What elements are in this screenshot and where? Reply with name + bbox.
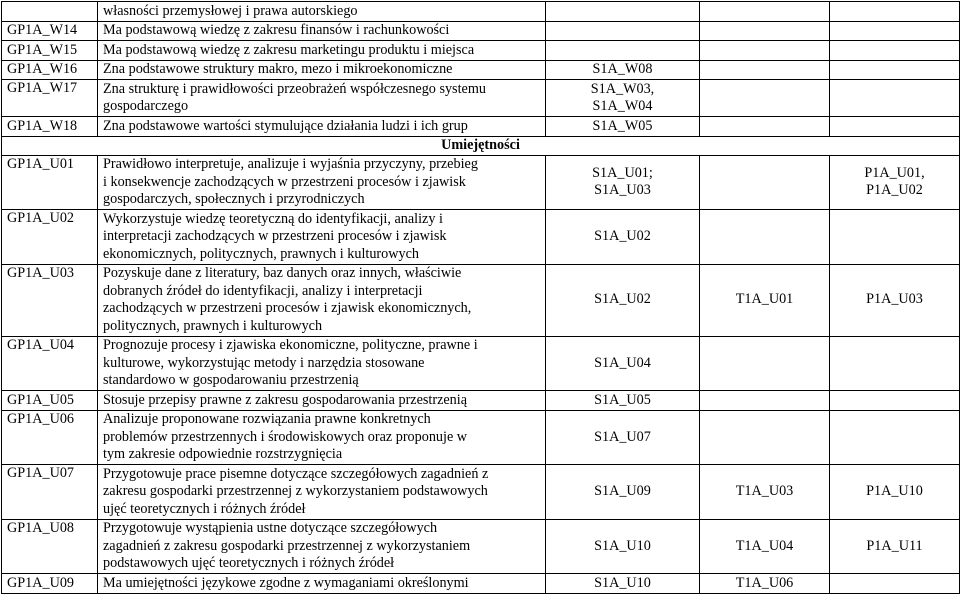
- section-header-row: [2, 136, 960, 155]
- outcome-code: GP1A_U04: [2, 336, 98, 391]
- outcome-description-line: interpretacji zachodzących w przestrzeni procesów i zjawisk: [103, 228, 447, 244]
- reference-s1a-line: S1A_W03,: [590, 80, 655, 97]
- table-row: [2, 465, 960, 520]
- outcome-description: [98, 117, 546, 137]
- outcome-description: [98, 41, 546, 61]
- reference-p1a-line: P1A_U10: [866, 483, 923, 499]
- reference-s1a: [546, 117, 700, 137]
- reference-p1a: [830, 519, 960, 574]
- reference-p1a: [830, 410, 960, 465]
- reference-s1a: [546, 210, 700, 265]
- outcome-description-line: Zna strukturę i prawidłowości przeobrażeń współczesnego systemu: [103, 80, 486, 97]
- outcome-code: GP1A_W16: [2, 60, 98, 80]
- table-row: [2, 60, 960, 80]
- reference-s1a-line: S1A_W05: [592, 117, 653, 134]
- reference-p1a: [830, 391, 960, 411]
- reference-s1a: [546, 574, 700, 594]
- outcome-code: GP1A_U06: [2, 410, 98, 465]
- outcome-description-line: podstawowych ujęć teoretycznych i różnych źródeł: [103, 555, 395, 571]
- outcome-description-line: własności przemysłowej i prawa autorskiego: [103, 2, 358, 19]
- table-row: [2, 574, 960, 594]
- reference-t1a: [700, 60, 830, 80]
- outcome-code: [2, 2, 98, 22]
- section-title: Umiejętności: [2, 136, 960, 155]
- reference-s1a: [546, 2, 700, 22]
- outcome-description-line: Pozyskuje dane z literatury, baz danych oraz innych, właściwie: [103, 265, 462, 281]
- reference-s1a-line: S1A_U07: [594, 428, 651, 445]
- table-row: [2, 336, 960, 391]
- outcome-code: GP1A_U07: [2, 465, 98, 520]
- table-row: [2, 80, 960, 117]
- outcome-description-line: Przygotowuje prace pisemne dotyczące szczegółowych zagadnień z: [103, 465, 489, 482]
- reference-t1a: [700, 2, 830, 22]
- reference-t1a: [700, 41, 830, 61]
- reference-t1a: [700, 117, 830, 137]
- outcome-code: GP1A_W17: [2, 80, 98, 117]
- reference-s1a-line: S1A_U10: [594, 574, 651, 591]
- reference-s1a-line: S1A_U04: [594, 354, 651, 371]
- reference-s1a: [546, 60, 700, 80]
- outcome-description: [98, 391, 546, 411]
- outcome-description-line: Zna podstawowe struktury makro, mezo i mikroekonomiczne: [103, 61, 453, 77]
- reference-s1a: [546, 155, 700, 210]
- reference-s1a: [546, 465, 700, 520]
- reference-p1a: [830, 264, 960, 336]
- reference-p1a: [830, 117, 960, 137]
- outcome-code: GP1A_W15: [2, 41, 98, 61]
- outcome-description-line: zakresu gospodarki przestrzennej z wykorzystaniem podstawowych: [103, 483, 488, 499]
- outcome-description: [98, 60, 546, 80]
- table-row: [2, 210, 960, 265]
- reference-s1a: [546, 336, 700, 391]
- reference-t1a: [700, 210, 830, 265]
- reference-p1a-line: P1A_U02: [866, 182, 923, 199]
- outcome-description-line: kulturowe, wykorzystując metody i narzędzia stosowane: [103, 354, 425, 371]
- outcome-description-line: Ma umiejętności językowe zgodne z wymaganiami określonymi: [103, 574, 469, 591]
- outcome-description: [98, 410, 546, 465]
- reference-t1a: [700, 391, 830, 411]
- reference-s1a-line: S1A_U03: [594, 182, 651, 199]
- outcome-description-line: tym zakresie odpowiednie rozstrzygnięcia: [103, 446, 343, 462]
- reference-p1a: [830, 21, 960, 41]
- reference-s1a: [546, 410, 700, 465]
- outcome-description: [98, 574, 546, 594]
- outcome-description-line: gospodarczych, społecznych i przyrodniczych: [103, 191, 365, 207]
- outcome-description-line: Wykorzystuje wiedzę teoretyczną do identyfikacji, analizy i: [103, 210, 443, 227]
- outcome-description: [98, 336, 546, 391]
- outcome-description: [98, 465, 546, 520]
- outcome-description-line: Ma podstawową wiedzę z zakresu finansów i rachunkowości: [103, 22, 450, 38]
- table-row: [2, 519, 960, 574]
- outcome-description: [98, 210, 546, 265]
- reference-s1a: [546, 41, 700, 61]
- outcome-code: GP1A_W18: [2, 117, 98, 137]
- outcome-description-line: Analizuje proponowane rozwiązania prawne konkretnych: [103, 411, 431, 427]
- reference-s1a-line: S1A_U10: [594, 537, 651, 554]
- outcome-description: [98, 21, 546, 41]
- reference-t1a: [700, 21, 830, 41]
- reference-t1a: [700, 80, 830, 117]
- outcome-code: GP1A_U05: [2, 391, 98, 411]
- learning-outcomes-table: [1, 1, 960, 594]
- table-row: [2, 155, 960, 210]
- outcome-description-line: gospodarczego: [103, 98, 189, 114]
- reference-s1a-line: S1A_W08: [592, 61, 653, 77]
- reference-p1a: [830, 336, 960, 391]
- reference-p1a: [830, 210, 960, 265]
- reference-p1a: [830, 41, 960, 61]
- reference-p1a: [830, 155, 960, 210]
- outcome-description-line: dobranych źródeł do identyfikacji, analizy i interpretacji: [103, 282, 423, 299]
- reference-s1a: [546, 21, 700, 41]
- reference-t1a: T1A_U04: [700, 519, 830, 574]
- reference-t1a: T1A_U03: [700, 465, 830, 520]
- outcome-description: [98, 2, 546, 22]
- outcome-description-line: ujęć teoretycznych i różnych źródeł: [103, 500, 306, 517]
- reference-s1a: [546, 391, 700, 411]
- outcome-code: GP1A_U02: [2, 210, 98, 265]
- reference-p1a-line: P1A_U01,: [864, 164, 925, 181]
- reference-p1a: [830, 2, 960, 22]
- outcome-description-line: i konsekwencje zachodzących w przestrzeni procesów i zjawisk: [103, 173, 466, 190]
- reference-p1a: [830, 60, 960, 80]
- table-row: [2, 41, 960, 61]
- outcome-description-line: Ma podstawową wiedzę z zakresu marketingu produktu i miejsca: [103, 41, 475, 58]
- reference-s1a: [546, 264, 700, 336]
- outcome-description-line: problemów przestrzennych i środowiskowych oraz proponuje w: [103, 428, 468, 445]
- reference-t1a: [700, 410, 830, 465]
- outcome-description-line: Stosuje przepisy prawne z zakresu gospodarowania przestrzenią: [103, 391, 468, 408]
- reference-s1a-line: S1A_U09: [594, 483, 651, 499]
- outcome-description-line: Prawidłowo interpretuje, analizuje i wyjaśnia przyczyny, przebieg: [103, 156, 478, 172]
- reference-p1a: [830, 465, 960, 520]
- outcome-description-line: politycznych, prawnych i kulturowych: [103, 317, 323, 334]
- reference-s1a-line: S1A_W04: [592, 98, 653, 114]
- reference-s1a-line: S1A_U02: [594, 291, 651, 308]
- table-row: [2, 21, 960, 41]
- outcome-description: [98, 80, 546, 117]
- reference-t1a: [700, 336, 830, 391]
- outcome-code: GP1A_U01: [2, 155, 98, 210]
- outcome-code: GP1A_U03: [2, 264, 98, 336]
- outcome-description-line: Zna podstawowe wartości stymulujące działania ludzi i ich grup: [103, 117, 468, 134]
- table-row: [2, 391, 960, 411]
- outcome-description-line: standardowo w gospodarowaniu przestrzenią: [103, 372, 359, 388]
- outcome-description-line: ekonomicznych, politycznych, prawnych i kulturowych: [103, 245, 419, 262]
- reference-p1a: [830, 80, 960, 117]
- table-row: [2, 410, 960, 465]
- reference-p1a-line: P1A_U11: [866, 537, 923, 554]
- outcome-description: [98, 519, 546, 574]
- outcome-description-line: zachodzących w przestrzeni procesów i zjawisk ekonomicznych,: [103, 300, 472, 316]
- reference-p1a: [830, 574, 960, 594]
- outcome-description-line: zagadnień z zakresu gospodarki przestrzennej z wykorzystaniem: [103, 537, 471, 554]
- reference-s1a: [546, 519, 700, 574]
- table-body: [2, 2, 960, 594]
- outcome-description-line: Prognozuje procesy i zjawiska ekonomiczne, polityczne, prawne i: [103, 337, 478, 353]
- reference-s1a-line: S1A_U01;: [592, 164, 653, 181]
- outcome-description: [98, 264, 546, 336]
- reference-t1a: T1A_U01: [700, 264, 830, 336]
- reference-p1a-line: P1A_U03: [866, 291, 923, 308]
- reference-s1a: [546, 80, 700, 117]
- outcome-code: GP1A_W14: [2, 21, 98, 41]
- table-row: [2, 264, 960, 336]
- reference-s1a-line: S1A_U05: [594, 391, 651, 408]
- table-row: [2, 117, 960, 137]
- outcome-description: [98, 155, 546, 210]
- outcome-description-line: Przygotowuje wystąpienia ustne dotyczące szczegółowych: [103, 520, 438, 536]
- reference-t1a: [700, 155, 830, 210]
- reference-t1a: T1A_U06: [700, 574, 830, 594]
- outcome-code: GP1A_U08: [2, 519, 98, 574]
- table-row: [2, 2, 960, 22]
- reference-s1a-line: S1A_U02: [594, 228, 651, 244]
- outcome-code: GP1A_U09: [2, 574, 98, 594]
